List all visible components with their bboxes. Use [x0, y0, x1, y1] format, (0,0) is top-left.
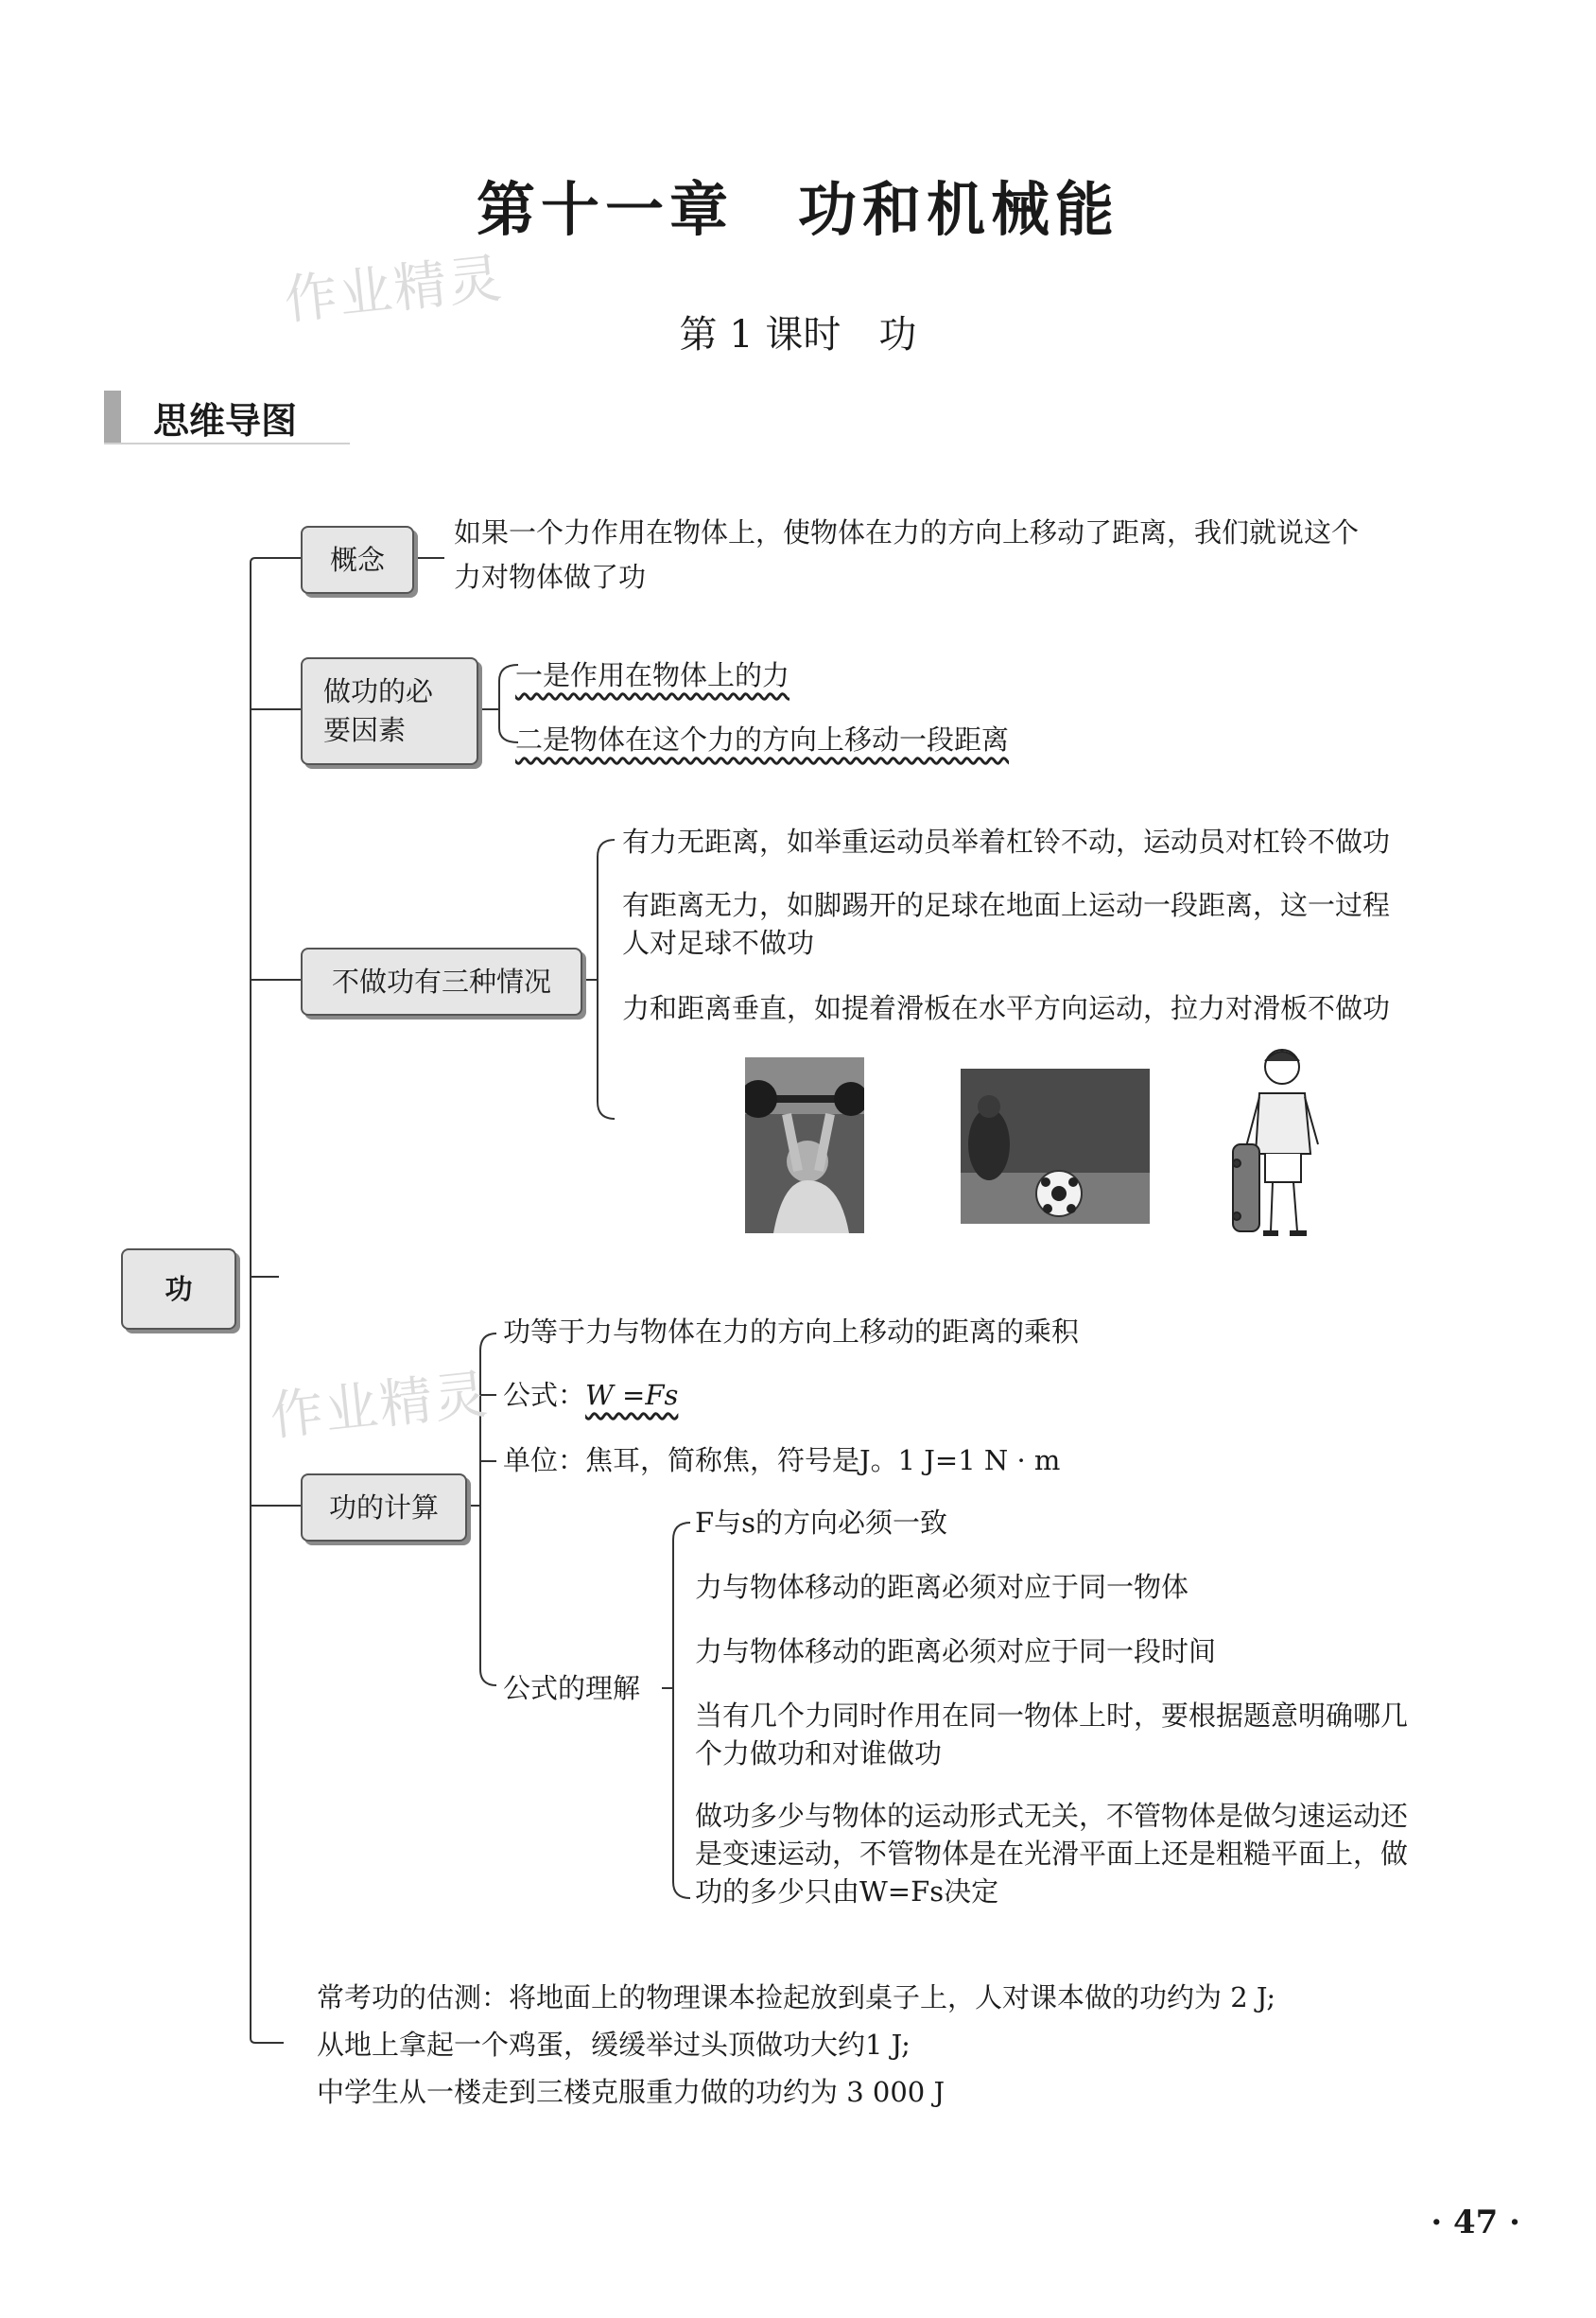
factor-item-force: 一是作用在物体上的力 — [515, 659, 790, 691]
understanding-5-line2: 是变速运动，不管物体是在光滑平面上还是粗糙平面上，做 — [695, 1838, 1409, 1870]
concept-text-line2: 力对物体做了功 — [454, 561, 647, 593]
calc-formula-row — [503, 1376, 678, 1414]
node-work-calculation: 功的计算 — [301, 1473, 467, 1542]
node-required-factors — [301, 657, 478, 765]
concept-text-line1: 如果一个力作用在物体上，使物体在力的方向上移动了距离，我们就说这个 — [454, 516, 1360, 549]
calc-definition: 功等于力与物体在力的方向上移动的距离的乘积 — [503, 1316, 1080, 1348]
weightlifter-photo — [745, 1057, 864, 1233]
boy-carrying-skateboard-drawing — [1227, 1040, 1331, 1248]
no-work-case-1: 有力无距离，如举重运动员举着杠铃不动，运动员对杠铃不做功 — [622, 826, 1391, 858]
calc-formula-label: 公式： — [503, 1379, 586, 1411]
no-work-case-2-line1: 有距离无力，如脚踢开的足球在地面上运动一段距离，这一过程 — [622, 889, 1391, 921]
factors-label-line2: 要因素 — [323, 714, 407, 746]
estimate-line-1: 常考功的估测：将地面上的物理课本捡起放到桌子上，人对课本做的功约为 2 J; — [317, 1981, 1276, 2013]
factor-item-distance: 二是物体在这个力的方向上移动一段距离 — [515, 723, 1010, 756]
understanding-label: 公式的理解 — [503, 1672, 641, 1704]
understanding-5-line3: 功的多少只由W=Fs决定 — [695, 1875, 999, 1908]
understanding-5-line1: 做功多少与物体的运动形式无关，不管物体是做匀速运动还 — [695, 1800, 1409, 1832]
lesson-title: 第 1 课时 功 — [679, 313, 917, 357]
root-node-work: 功 — [121, 1248, 236, 1330]
node-no-work-cases: 不做功有三种情况 — [301, 948, 582, 1016]
no-work-case-2-line2: 人对足球不做功 — [622, 927, 815, 959]
calc-unit: 单位：焦耳，简称焦，符号是J。1 J=1 N · m — [503, 1444, 1061, 1476]
soccer-ball-photo — [961, 1069, 1150, 1224]
page-number: · 47 · — [1431, 2204, 1520, 2241]
factors-label-line1: 做功的必 — [323, 675, 434, 708]
watermark: 作业精灵 — [281, 248, 507, 332]
estimate-line-2: 从地上拿起一个鸡蛋，缓缓举过头顶做功大约1 J; — [317, 2029, 911, 2061]
understanding-3: 力与物体移动的距离必须对应于同一段时间 — [695, 1635, 1217, 1667]
no-work-case-3: 力和距离垂直，如提着滑板在水平方向运动，拉力对滑板不做功 — [622, 992, 1391, 1024]
understanding-4-line1: 当有几个力同时作用在同一物体上时，要根据题意明确哪几 — [695, 1699, 1409, 1732]
section-label: 思维导图 — [153, 400, 298, 442]
chapter-title: 第十一章 功和机械能 — [476, 175, 1119, 244]
estimate-line-3: 中学生从一楼走到三楼克服重力做的功约为 3 000 J — [317, 2076, 945, 2108]
node-concept: 概念 — [301, 526, 414, 594]
watermark: 作业精灵 — [267, 1364, 493, 1448]
understanding-2: 力与物体移动的距离必须对应于同一物体 — [695, 1571, 1189, 1603]
calc-formula: W =Fs — [585, 1379, 679, 1411]
understanding-1: F与s的方向必须一致 — [695, 1507, 948, 1539]
understanding-4-line2: 个力做功和对谁做功 — [695, 1737, 943, 1769]
